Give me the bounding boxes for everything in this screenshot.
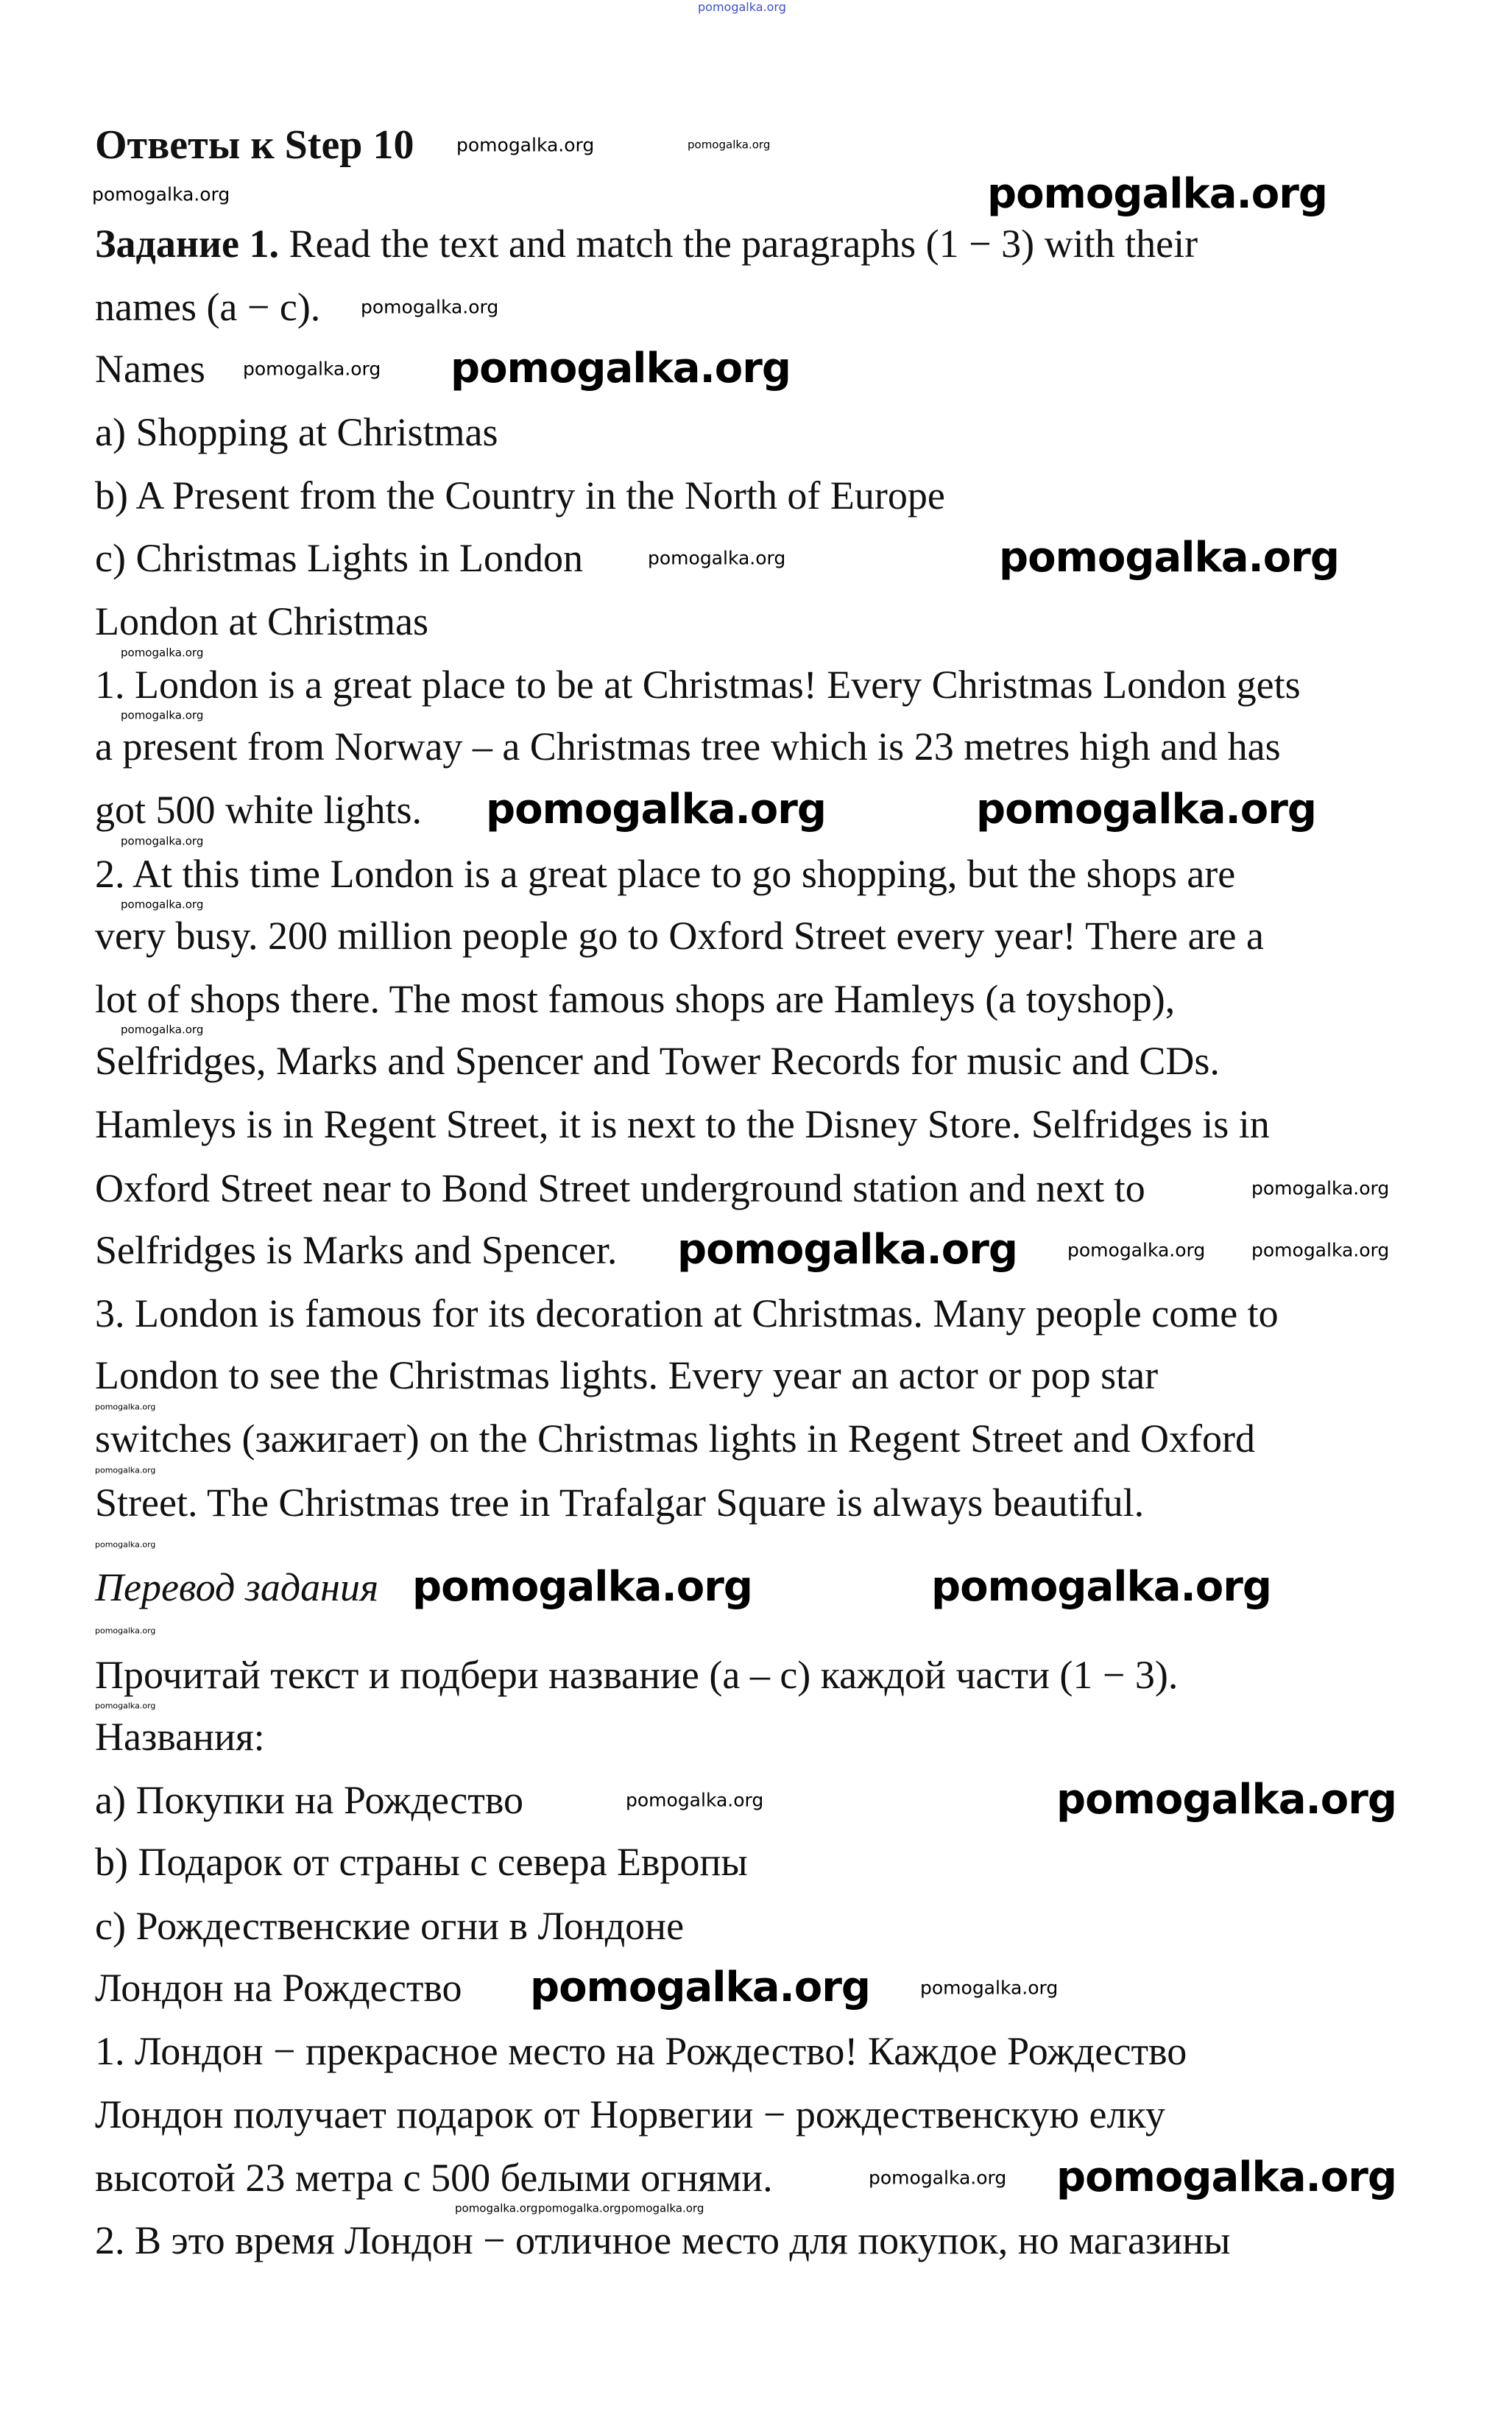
text-content: London to see the Christmas lights. Every year an actor or pop star bbox=[95, 1353, 1159, 1397]
watermark: pomogalka.org bbox=[95, 1701, 156, 1711]
text-content: 2. At this time London is a great place to go shopping, but the shops are bbox=[95, 852, 1236, 896]
text-content: 3. London is famous for its decoration at Christmas. Many people come to bbox=[95, 1291, 1279, 1335]
text-content: Лондон на Рождество bbox=[95, 1966, 462, 2010]
watermark: pomogalka.org bbox=[95, 1539, 156, 1550]
text-line bbox=[95, 661, 1301, 708]
text-line bbox=[95, 912, 1264, 959]
text-line bbox=[95, 345, 205, 392]
text-content: высотой 23 метра с 500 белыми огнями. bbox=[95, 2156, 773, 2200]
text-line bbox=[95, 598, 428, 645]
text-content: c) Рождественские огни в Лондоне bbox=[95, 1904, 685, 1948]
watermark: pomogalka.org bbox=[1056, 1776, 1396, 1824]
text-content: names (a − c). bbox=[95, 285, 321, 329]
text-line bbox=[95, 472, 945, 519]
watermark: pomogalka.org bbox=[451, 345, 791, 392]
text-content: 1. London is a great place to be at Christmas! Every Christmas London gets bbox=[95, 663, 1301, 707]
watermark: pomogalka.org bbox=[931, 1563, 1271, 1611]
text-line bbox=[95, 1838, 748, 1885]
text-line bbox=[95, 2028, 1187, 2075]
text-content: Hamleys is in Regent Street, it is next to the Disney Store. Selfridges is in bbox=[95, 1102, 1270, 1146]
text-content: b) A Present from the Country in the North of Europe bbox=[95, 473, 945, 518]
watermark: pomogalka.org bbox=[121, 897, 204, 911]
text-line bbox=[95, 1902, 684, 1950]
text-content: Oxford Street near to Bond Street underground station and next to bbox=[95, 1166, 1145, 1210]
text-content: Street. The Christmas tree in Trafalgar Square is always beautiful. bbox=[95, 1481, 1145, 1525]
page-title: Ответы к Step 10 bbox=[95, 122, 414, 168]
watermark: pomogalka.org bbox=[920, 1977, 1059, 1999]
text-content: 1. Лондон − прекрасное место на Рождество! Каждое Рождество bbox=[95, 2029, 1187, 2073]
text-content: 2. В это время Лондон − отличное место для покупок, но магазины bbox=[95, 2218, 1231, 2262]
text-content: switches (зажигает) on the Christmas lights in Regent Street and Oxford bbox=[95, 1416, 1255, 1461]
text-line bbox=[95, 1479, 1144, 1526]
watermark: pomogalka.org bbox=[486, 786, 826, 833]
text-content: Прочитай текст и подбери название (a – c) каждой части (1 − 3). bbox=[95, 1653, 1179, 1697]
watermark: pomogalka.org bbox=[121, 708, 204, 722]
watermark: pomogalka.org bbox=[412, 1563, 752, 1611]
watermark: pomogalka.org bbox=[621, 2201, 704, 2215]
watermark: pomogalka.org bbox=[1251, 1177, 1390, 1199]
watermark: pomogalka.org bbox=[95, 1465, 156, 1475]
text-line bbox=[95, 1227, 617, 1274]
text-line bbox=[95, 1352, 1158, 1399]
watermark: pomogalka.org bbox=[243, 358, 381, 380]
watermark: pomogalka.org bbox=[92, 183, 230, 205]
text-line bbox=[95, 1964, 462, 2011]
watermark: pomogalka.org bbox=[626, 1789, 764, 1811]
text-content: Selfridges is Marks and Spencer. bbox=[95, 1228, 618, 1272]
watermark: pomogalka.org bbox=[869, 2167, 1007, 2189]
text-line bbox=[95, 534, 583, 582]
text-content: a) Shopping at Christmas bbox=[95, 410, 498, 454]
text-content: b) Подарок от страны с севера Европы bbox=[95, 1840, 748, 1884]
task-label: Задание 1. bbox=[95, 222, 280, 266]
watermark: pomogalka.org bbox=[1067, 1239, 1206, 1261]
text-line bbox=[95, 409, 498, 456]
text-line bbox=[95, 786, 422, 833]
text-line bbox=[95, 220, 1198, 267]
text-line bbox=[95, 1713, 265, 1760]
watermark: pomogalka.org bbox=[1251, 1239, 1390, 1261]
text-content: very busy. 200 million people go to Oxford Street every year! There are a bbox=[95, 914, 1264, 958]
text-line bbox=[95, 2217, 1230, 2264]
watermark: pomogalka.org bbox=[999, 534, 1339, 582]
watermark: pomogalka.org bbox=[95, 1402, 156, 1412]
text-line bbox=[95, 283, 320, 331]
text-content: c) Christmas Lights in London bbox=[95, 536, 583, 580]
watermark: pomogalka.org bbox=[648, 547, 786, 569]
watermark: pomogalka.org bbox=[361, 296, 499, 318]
watermark: pomogalka.org bbox=[677, 1226, 1017, 1274]
text-line bbox=[95, 1776, 523, 1824]
text-line bbox=[95, 850, 1235, 897]
text-line bbox=[95, 1651, 1178, 1698]
section-heading bbox=[95, 1564, 378, 1611]
text-content: got 500 white lights. bbox=[95, 788, 422, 832]
watermark: pomogalka.org bbox=[688, 138, 771, 152]
watermark: pomogalka.org bbox=[1056, 2153, 1396, 2201]
watermark: pomogalka.org bbox=[976, 786, 1316, 833]
text-line bbox=[95, 1101, 1270, 1148]
text-content: Лондон получает подарок от Норвегии − рождественскую елку bbox=[95, 2092, 1165, 2137]
text-content: Перевод задания bbox=[95, 1565, 379, 1609]
text-line bbox=[95, 1037, 1220, 1084]
text-content: lot of shops there. The most famous shops are Hamleys (a toyshop), bbox=[95, 977, 1176, 1021]
text-content: Names bbox=[95, 347, 205, 391]
text-content: a present from Norway – a Christmas tree which is 23 metres high and has bbox=[95, 724, 1281, 769]
text-line bbox=[95, 1165, 1145, 1212]
text-content: a) Покупки на Рождество bbox=[95, 1778, 523, 1822]
text-content: Read the text and match the paragraphs (1 − 3) with their bbox=[279, 222, 1198, 266]
watermark: pomogalka.org bbox=[121, 646, 204, 660]
watermark: pomogalka.org bbox=[455, 2201, 538, 2215]
text-line bbox=[95, 723, 1281, 770]
text-content: Selfridges, Marks and Spencer and Tower Records for music and CDs. bbox=[95, 1039, 1220, 1083]
text-line bbox=[95, 975, 1175, 1023]
text-content: London at Christmas bbox=[95, 599, 428, 643]
text-line bbox=[95, 1290, 1279, 1337]
watermark: pomogalka.org bbox=[95, 1626, 156, 1636]
watermark: pomogalka.org bbox=[698, 0, 786, 14]
text-content: Названия: bbox=[95, 1715, 265, 1759]
watermark: pomogalka.org bbox=[456, 134, 595, 156]
watermark: pomogalka.org bbox=[530, 1963, 870, 2011]
watermark: pomogalka.org bbox=[538, 2201, 621, 2215]
watermark: pomogalka.org bbox=[121, 834, 204, 848]
text-line bbox=[95, 2154, 773, 2201]
watermark: pomogalka.org bbox=[121, 1023, 204, 1037]
text-line bbox=[95, 1415, 1255, 1462]
watermark: pomogalka.org bbox=[987, 170, 1327, 218]
text-line bbox=[95, 2091, 1165, 2138]
